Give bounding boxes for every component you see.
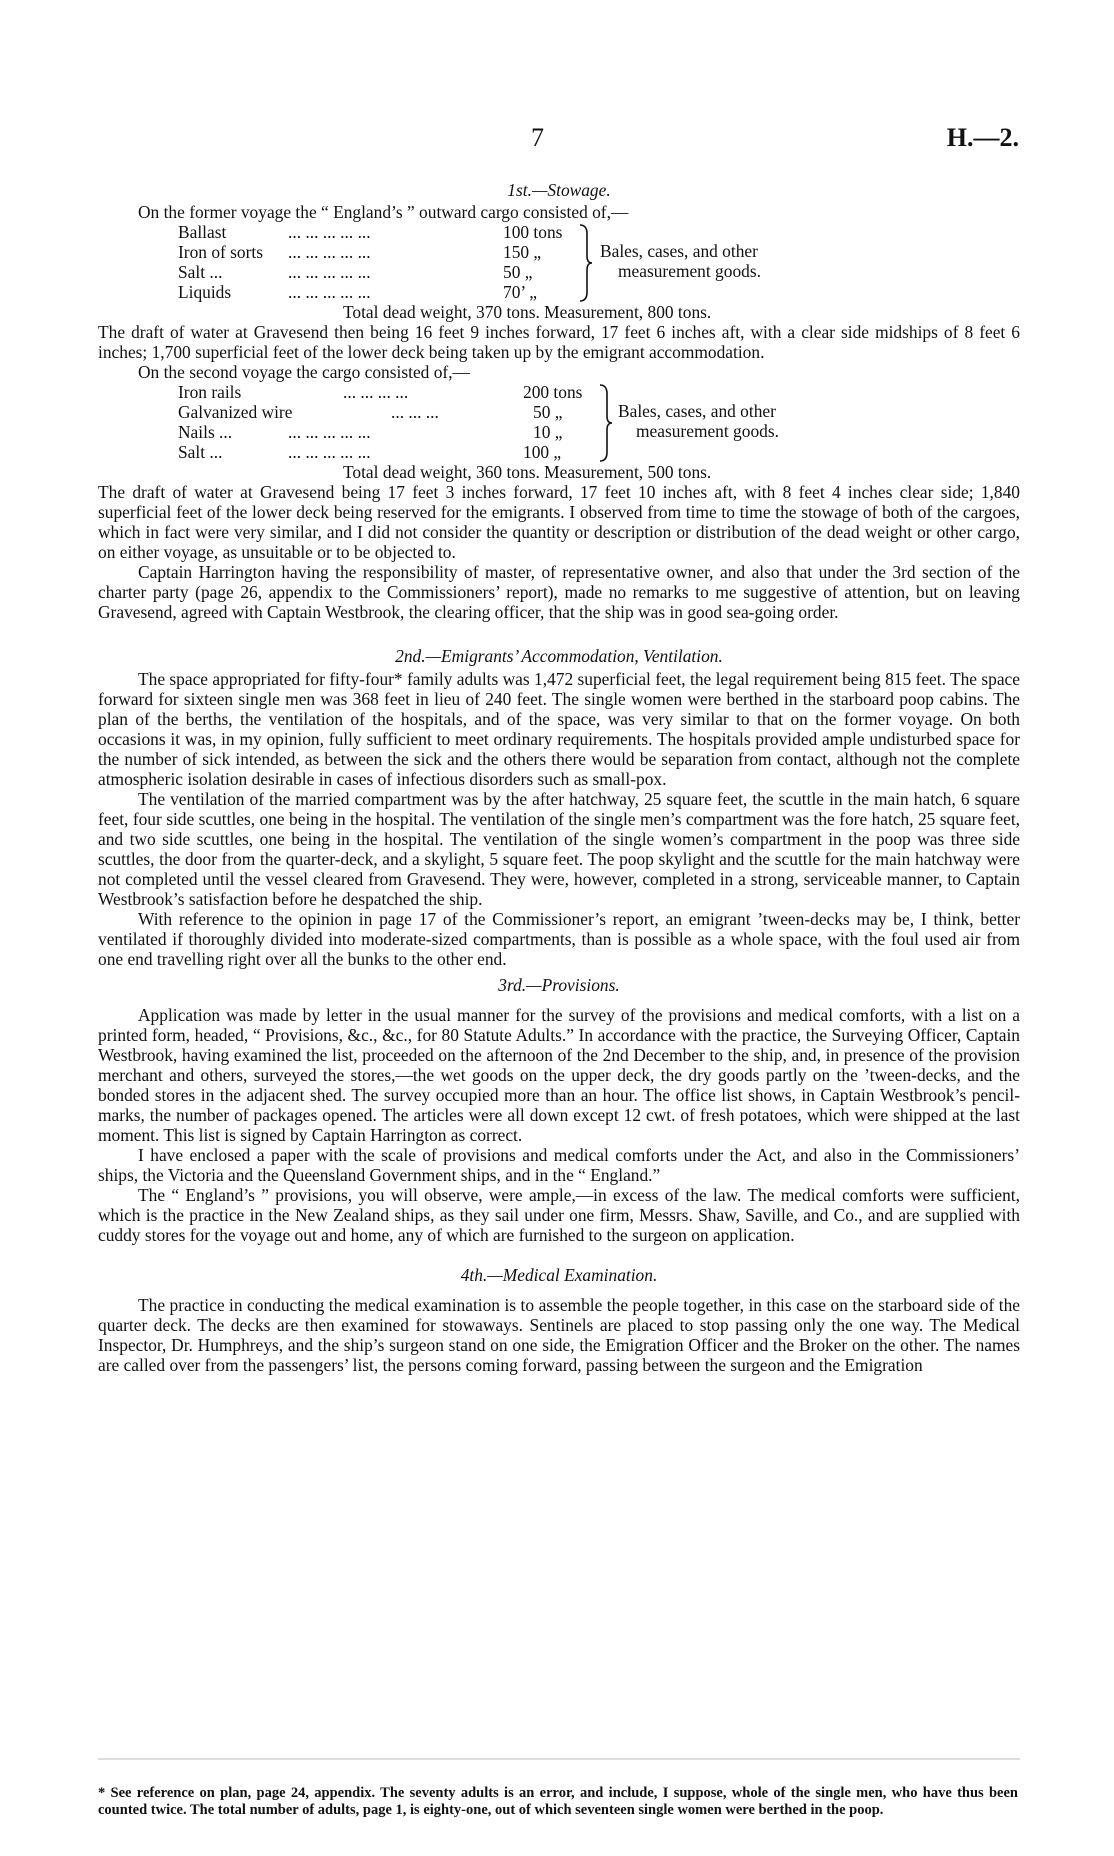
cargo-list-first-voyage — [178, 222, 1020, 322]
heading-number: 2nd. — [395, 646, 426, 666]
heading-number: 3rd. — [498, 975, 527, 995]
cargo-qty: 100 „ — [523, 442, 562, 462]
heading-number: 1st. — [507, 180, 532, 200]
paragraph: The “ England’s ” provisions, you will observe, were ample,—in excess of the law. The medical comforts were sufficient, which is the practice in the New Zealand ships, as they sail under one firm, Messrs. Shaw, Saville, and Co., and are supplied with cuddy stores for the voyage out and home, any of which are furnished to the surgeon on application. — [98, 1185, 1020, 1245]
cargo-item: Ballast — [178, 222, 227, 242]
leader-dots: ... ... ... ... ... — [288, 242, 371, 262]
leader-dots: ... ... ... ... ... — [288, 262, 371, 282]
cargo-qty: 50 „ — [533, 402, 563, 422]
section-heading-provisions — [98, 975, 1020, 995]
paragraph: Application was made by letter in the usual manner for the survey of the provisions and medical comforts, with a list on a printed form, headed, “ Provisions, &c., &c., for 80 Statute Adults.” In accordance with the practice, the Surveying Officer, Captain Westbrook, having examined the list, proceeded on the afternoon of the 2nd December to the ship, and, in presence of the provision merchant and others, surveyed the stores,—the wet goods on the upper deck, the dry goods partly on the ’tween-decks, and the bonded stores in the adjacent shed. The survey occupied more than an hour. The office list shows, in Captain Westbrook’s pencil-marks, the number of packages opened. The articles were all down except 12 cwt. of fresh potatoes, which were shipped at the last moment. This list is signed by Captain Harrington as correct. — [98, 1005, 1020, 1145]
cargo-intro: On the former voyage the “ England’s ” outward cargo consisted of,— — [138, 202, 629, 222]
section-heading-accommodation — [98, 646, 1020, 666]
page-number: 7 — [531, 123, 544, 152]
leader-dots: ... ... ... ... ... — [288, 422, 371, 442]
brace-note: measurement goods. — [618, 261, 761, 281]
leader-dots: ... ... ... ... ... — [288, 282, 371, 302]
right-brace-icon — [598, 384, 614, 462]
right-brace-icon — [578, 224, 594, 302]
heading-title: —Medical Examination. — [487, 1265, 658, 1285]
cargo-list-second-voyage — [178, 382, 1020, 482]
footnote: * See reference on plan, page 24, appendix. The seventy adults is an error, and include, I suppose, whole of the single men, who have thus been counted twice. The total number of adults, page 1, is eighty-one, out of which seventeen single women were berthed in the poop. — [98, 1784, 1018, 1818]
paragraph: The ventilation of the married compartment was by the after hatchway, 25 square feet, the scuttle in the main hatch, 6 square feet, four side scuttles, one being in the hospital. The ventilation of the single men’s compartment was the fore hatch, 25 square feet, and two side scuttles, one being in the hospital. The ventilation of the single women’s compartment in the poop was three side scuttles, the door from the quarter-deck, and a skylight, 5 square feet. The poop skylight and the scuttle for the main hatchway were not completed until the vessel cleared from Gravesend. They were, however, completed in a strong, serviceable manner, to Captain Westbrook’s satisfaction before he despatched the ship. — [98, 789, 1020, 909]
cargo-item: Salt ... — [178, 262, 223, 282]
cargo-qty: 100 tons — [503, 222, 563, 242]
cargo-intro: On the second voyage the cargo consisted of,— — [138, 362, 470, 382]
brace-note: measurement goods. — [636, 421, 779, 441]
heading-title: —Emigrants’ Accommodation, Ventilation. — [425, 646, 723, 666]
cargo-item: Galvanized wire — [178, 402, 293, 422]
section-heading-stowage — [98, 180, 1020, 200]
cargo-item: Salt ... — [178, 442, 223, 462]
heading-title: —Stowage. — [531, 180, 611, 200]
cargo-qty: 50 „ — [503, 262, 533, 282]
cargo-item: Liquids — [178, 282, 232, 302]
paragraph: I have enclosed a paper with the scale of provisions and medical comforts under the Act, and also in the Commissioners’ ships, the Victoria and the Queensland Government ships, and in the “ England.” — [98, 1145, 1020, 1185]
cargo-qty: 150 „ — [503, 242, 542, 262]
paragraph: With reference to the opinion in page 17 of the Commissioner’s report, an emigrant ’tween-decks may be, I think, better ventilated if thoroughly divided into moderate-sized compartments, than is possible as a whole space, with the foul used air from one end travelling right over all the bunks to the other end. — [98, 909, 1020, 969]
paragraph: The draft of water at Gravesend being 17 feet 3 inches forward, 17 feet 10 inches aft, with 8 feet 4 inches clear side; 1,840 superficial feet of the lower deck being reserved for the emigrants. I observed from time to time the stowage of both of the cargoes, which in fact were very similar, and I did not consider the quantity or description or distribution of the dead weight or other cargo, on either voyage, as unsuitable or to be objected to. — [98, 482, 1020, 562]
leader-dots: ... ... ... ... — [343, 382, 409, 402]
cargo-item: Nails ... — [178, 422, 233, 442]
cargo-qty: 10 „ — [533, 422, 563, 442]
heading-title: —Provisions. — [526, 975, 620, 995]
document-reference: H.—2. — [946, 123, 1019, 152]
leader-dots: ... ... ... ... ... — [288, 222, 371, 242]
cargo-item: Iron of sorts — [178, 242, 264, 262]
cargo-qty: 70’ „ — [503, 282, 537, 302]
paragraph: The practice in conducting the medical examination is to assemble the people together, in this case on the starboard side of the quarter deck. The decks are then examined for stowaways. Sentinels are placed to stop passing only the one way. The Medical Inspector, Dr. Humphreys, and the ship’s surgeon stand on one side, the Emigration Officer and the Broker on the other. The names are called over from the passengers’ list, the persons coming forward, passing between the surgeon and the Emigration — [98, 1295, 1020, 1375]
paragraph: The draft of water at Gravesend then being 16 feet 9 inches forward, 17 feet 6 inches aft, with a clear side midships of 8 feet 6 inches; 1,700 superficial feet of the lower deck being taken up by the emigrant accommodation. — [98, 322, 1020, 362]
brace-note: Bales, cases, and other — [600, 241, 758, 261]
document-body — [98, 180, 1020, 1375]
leader-dots: ... ... ... — [391, 402, 439, 422]
footnote-rule — [98, 1758, 1020, 1760]
cargo-item: Iron rails — [178, 382, 242, 402]
brace-note: Bales, cases, and other — [618, 401, 776, 421]
section-heading-medical-examination — [98, 1265, 1020, 1285]
cargo-qty: 200 tons — [523, 382, 583, 402]
leader-dots: ... ... ... ... ... — [288, 442, 371, 462]
paragraph: Captain Harrington having the responsibility of master, of representative owner, and also that under the 3rd section of the charter party (page 26, appendix to the Commissioners’ report), made no remarks to me suggestive of attention, but on leaving Gravesend, agreed with Captain Westbrook, the clearing officer, that the ship was in good sea-going order. — [98, 562, 1020, 622]
cargo-total: Total dead weight, 360 tons. Measurement, 500 tons. — [343, 462, 712, 482]
paragraph: The space appropriated for fifty-four* family adults was 1,472 superficial feet, the legal requirement being 815 feet. The space forward for sixteen single men was 368 feet in lieu of 240 feet. The single women were berthed in the starboard poop cabins. The plan of the berths, the ventilation of the hospitals, and of the space, was very similar to that on the former voyage. On both occasions it was, in my opinion, fully sufficient to meet ordinary requirements. The hospitals provided ample undisturbed space for the number of sick intended, as between the sick and the others there would be separation from contact, although not the complete atmospheric isolation desirable in cases of infectious disorders such as small-pox. — [98, 669, 1020, 789]
heading-number: 4th. — [460, 1265, 488, 1285]
cargo-total: Total dead weight, 370 tons. Measurement, 800 tons. — [343, 302, 712, 322]
